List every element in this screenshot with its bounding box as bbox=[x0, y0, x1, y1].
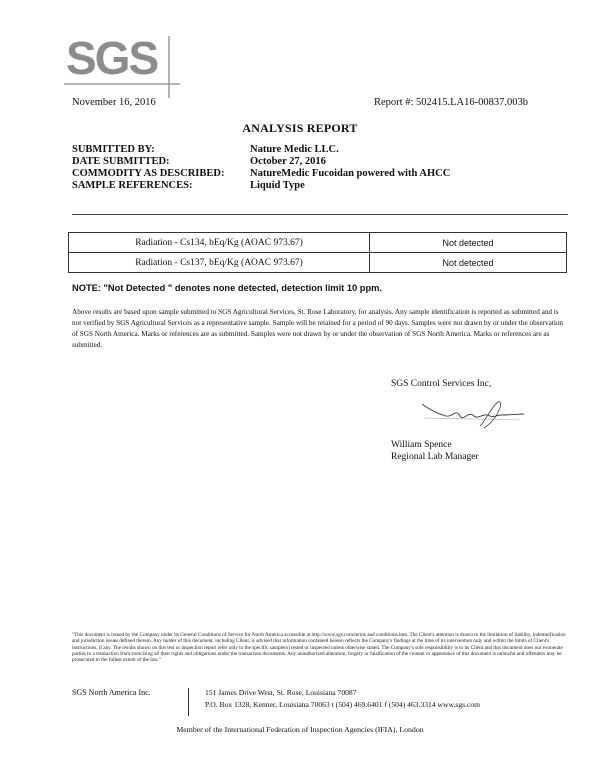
footer-company: SGS North America Inc. bbox=[72, 688, 151, 697]
footer-address-line2: P.O. Box 1328, Kenner, Louisiana 70063 t (504) 469.6401 f (504) 463.3314 www.sgs.com bbox=[205, 700, 481, 709]
meta-row-date-submitted bbox=[72, 156, 542, 168]
signer-title: Regional Lab Manager bbox=[391, 452, 479, 462]
detection-note: NOTE: "Not Detected " denotes none detected, detection limit 10 ppm. bbox=[72, 283, 382, 293]
legal-disclaimer: "This document is issued by the Company under its General Conditions of Service for North America accessible at http://www.sgs.com/terms and conditions.htm. The Client's attention is drawn to the limitation of liability, indemnification and jurisdiction issues defined therein. Any holder of this document, including Client, is advised that information contained hereon reflects the Company's findings at the time of its intervention only and within the limits of Client's instructions, if any. The results shown on this test or inspection report refer only to the specific sample(s) tested or inspected unless otherwise stated. The Company's sole responsibility is to its Client and this document does not exonerate parties to a transaction from exercising all their rights and obligations under the transaction documents. Any unauthorized alteration, forgery or falsification of the content or appearance of this document is unlawful and offenders may be prosecuted to the fullest extent of the law." bbox=[72, 632, 566, 664]
meta-value: NatureMedic Fucoidan powered with AHCC bbox=[250, 168, 451, 179]
table-row bbox=[69, 253, 567, 273]
section-divider bbox=[72, 214, 568, 215]
footer-address-line1: 151 James Drive West, St. Rose, Louisiana 70087 bbox=[205, 688, 357, 697]
report-title: ANALYSIS REPORT bbox=[242, 121, 358, 135]
results-table bbox=[68, 232, 567, 273]
meta-value: October 27, 2016 bbox=[250, 156, 326, 167]
meta-value: Nature Medic LLC. bbox=[250, 144, 339, 155]
handwritten-signature bbox=[420, 394, 530, 434]
result-cell: Not detected bbox=[370, 253, 567, 273]
result-cell: Not detected bbox=[370, 233, 567, 253]
results-statement: Above results are based upon sample submitted to SGS Agricultural Services, St. Rose Laboratory, for analysis. Any sample identification is reported as submitted and is not verified by SGS Agricultural Services as a representative sample. Sample will be retained for a period of 90 days. Samples were not drawn by or under the observation of SGS North America. Marks or references are as submitted. Samples were not drawn by or under the observation of SGS North America. Marks or references are as submitted. bbox=[72, 308, 564, 349]
report-date: November 16, 2016 bbox=[72, 97, 156, 108]
logo-text: SGS bbox=[66, 32, 158, 84]
meta-label: SUBMITTED BY: bbox=[72, 144, 155, 155]
footer-divider bbox=[188, 688, 189, 716]
meta-label: COMMODITY AS DESCRIBED: bbox=[72, 168, 225, 179]
parameter-cell: Radiation - Cs134, bEq/Kg (AOAC 973.67) bbox=[69, 233, 370, 253]
sgs-logo bbox=[62, 30, 182, 100]
meta-row-submitted-by bbox=[72, 144, 542, 156]
signer-name: William Spence bbox=[391, 440, 452, 450]
meta-row-commodity bbox=[72, 168, 542, 180]
meta-row-sample-references bbox=[72, 180, 542, 192]
meta-label: DATE SUBMITTED: bbox=[72, 156, 170, 167]
report-number: Report #: 502415.LA16-00837.003b bbox=[374, 97, 528, 108]
issuing-company: SGS Control Services Inc, bbox=[391, 379, 492, 389]
meta-label: SAMPLE REFERENCES: bbox=[72, 180, 193, 191]
parameter-cell: Radiation - Cs137, bEq/Kg (AOAC 973.67) bbox=[69, 253, 370, 273]
table-row bbox=[69, 233, 567, 253]
footer-membership: Member of the International Federation of Inspection Agencies (IFIA), London bbox=[176, 725, 424, 734]
sample-metadata bbox=[72, 144, 542, 192]
meta-value: Liquid Type bbox=[250, 180, 305, 191]
